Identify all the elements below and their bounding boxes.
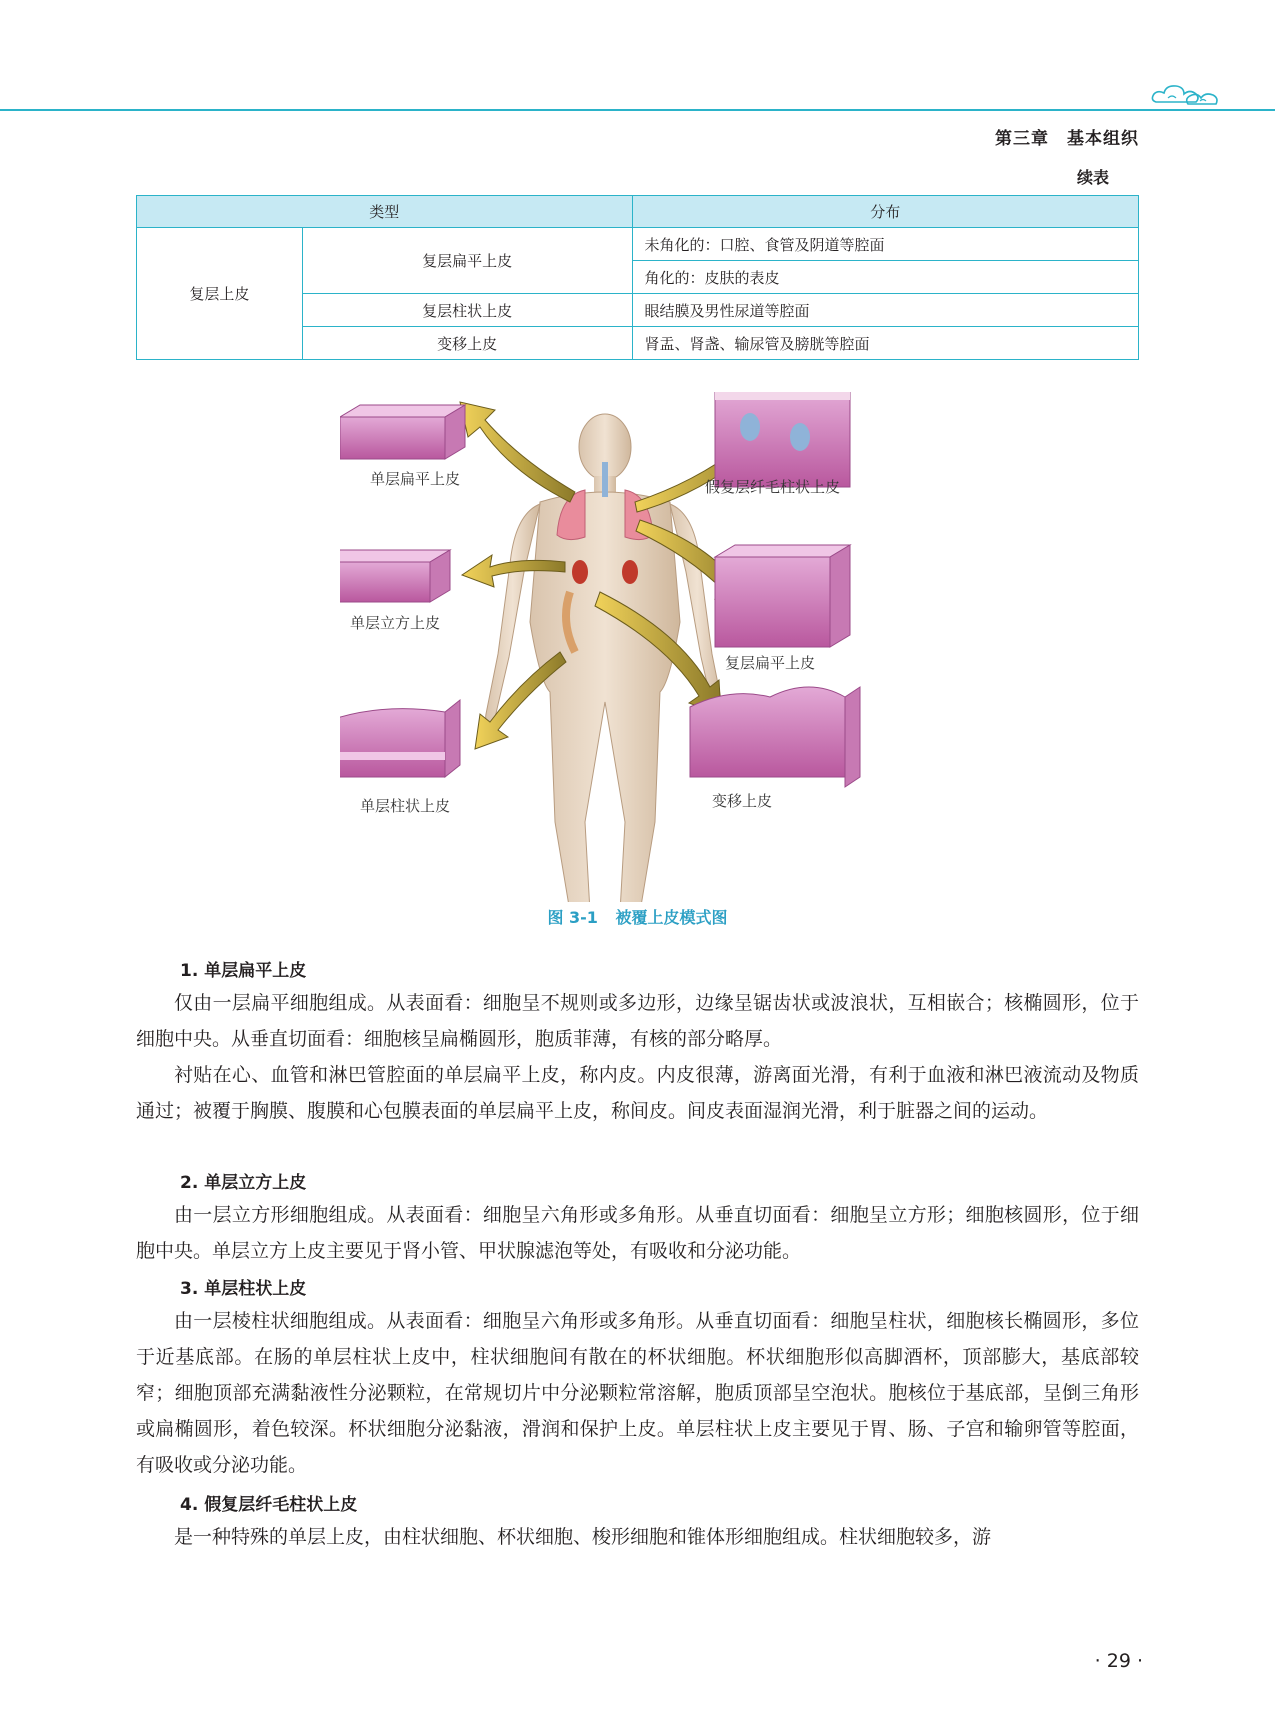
table-row [137,228,1139,261]
tissue-transitional [690,687,860,787]
figure-title: 被覆上皮模式图 [615,908,728,927]
section-heading: 1. 单层扁平上皮 [180,961,307,981]
label-simple-columnar: 单层柱状上皮 [360,797,451,815]
section-heading: 3. 单层柱状上皮 [180,1279,307,1299]
table-distribution-cell: 肾盂、肾盏、输尿管及膀胱等腔面 [632,327,1139,360]
label-simple-cuboidal: 单层立方上皮 [350,614,441,632]
table-distribution-cell: 未角化的：口腔、食管及阴道等腔面 [632,228,1139,261]
body-paragraph: 由一层棱柱状细胞组成。从表面看：细胞呈六角形或多角形。从垂直切面看：细胞呈柱状，细胞核长椭圆形，多位于近基底部。在肠的单层柱状上皮中，柱状细胞间有散在的杯状细胞。杯状细胞形似高脚酒杯，顶部膨大，基底部较窄；细胞顶部充满黏液性分泌颗粒，在常规切片中分泌颗粒常溶解，胞质顶部呈空泡状。胞核位于基底部，呈倒三角形或扁椭圆形，着色较深。杯状细胞分泌黏液，滑润和保护上皮。单层柱状上皮主要见于胃、肠、子宫和输卵管等腔面，有吸收或分泌功能。 [136,1310,1139,1476]
table-distribution-cell: 角化的：皮肤的表皮 [632,261,1139,294]
epithelium-distribution-table [136,195,1139,360]
page-number: · 29 · [1094,1650,1143,1672]
label-stratified-squamous: 复层扁平上皮 [725,654,816,672]
continued-label: 续表 [1076,168,1109,187]
tissue-stratified-squamous [715,545,850,647]
header-rule [0,109,1275,111]
tissue-simple-columnar [340,700,460,777]
tissue-pseudostratified [715,392,850,487]
body-paragraph: 由一层立方形细胞组成。从表面看：细胞呈六角形或多角形。从垂直切面看：细胞呈立方形；细胞核圆形，位于细胞中央。单层立方上皮主要见于肾小管、甲状腺滤泡等处，有吸收和分泌功能。 [136,1204,1139,1262]
body-paragraph: 仅由一层扁平细胞组成。从表面看：细胞呈不规则或多边形，边缘呈锯齿状或波浪状，互相嵌合；核椭圆形，位于细胞中央。从垂直切面看：细胞核呈扁椭圆形，胞质菲薄，有核的部分略厚。 [136,992,1139,1050]
body-paragraph: 衬贴在心、血管和淋巴管腔面的单层扁平上皮，称内皮。内皮很薄，游离面光滑，有利于血液和淋巴液流动及物质通过；被覆于胸膜、腹膜和心包膜表面的单层扁平上皮，称间皮。间皮表面湿润光滑，利于脏器之间的运动。 [136,1064,1139,1122]
figure-caption [0,905,1275,928]
tissue-simple-squamous [340,405,465,459]
cloud-ornament-icon [1148,80,1238,110]
body-paragraph: 是一种特殊的单层上皮，由柱状细胞、杯状细胞、梭形细胞和锥体形细胞组成。柱状细胞较多，游 [174,1526,992,1548]
table-subtype-cell: 复层柱状上皮 [302,294,632,327]
table-distribution-cell: 眼结膜及男性尿道等腔面 [632,294,1139,327]
figure-number: 图 3-1 [547,908,598,927]
section-heading: 2. 单层立方上皮 [180,1173,307,1193]
column-header-type: 类型 [137,196,633,228]
tissue-simple-cuboidal [340,550,450,602]
section-heading: 4. 假复层纤毛柱状上皮 [180,1495,358,1515]
table-subtype-cell: 变移上皮 [302,327,632,360]
label-simple-squamous: 单层扁平上皮 [370,470,461,488]
label-transitional: 变移上皮 [712,792,773,810]
table-header-row [137,196,1139,228]
column-header-distribution: 分布 [632,196,1139,228]
label-pseudostratified: 假复层纤毛柱状上皮 [705,478,841,496]
table-category-cell: 复层上皮 [137,228,303,360]
chapter-title: 第三章 基本组织 [995,129,1139,149]
epithelium-figure [340,392,940,902]
table-subtype-cell: 复层扁平上皮 [302,228,632,294]
